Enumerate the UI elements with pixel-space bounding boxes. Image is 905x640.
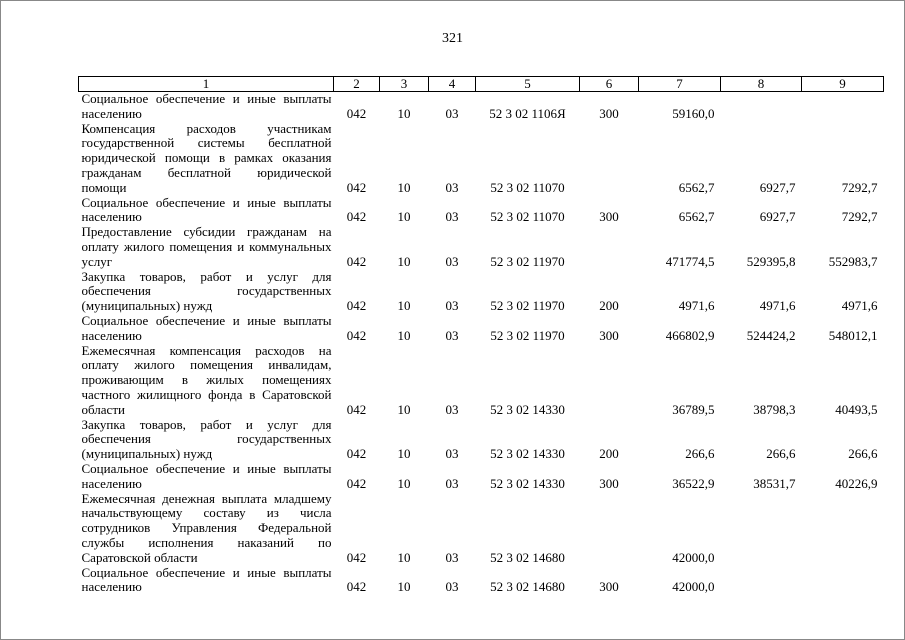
cell-col-4: 03 [445,105,459,121]
cell-col-9 [802,492,884,566]
cell-col-2: 042 [346,579,367,595]
cell-col-7: 266,6 [685,446,715,462]
cell-col-7: 6562,7 [678,209,715,225]
cell-col-9: 7292,7 [841,209,878,225]
header-cell: 9 [802,77,884,92]
cell-col-6: 200 [599,446,619,462]
cell-col-2: 042 [346,475,367,491]
header-row [79,77,884,92]
page-number: 321 [442,31,463,46]
table-row [79,462,884,492]
table-row [79,344,884,418]
cell-col-7: 36789,5 [672,401,715,417]
cell-col-3: 10 [397,327,411,343]
header-cell: 3 [380,77,429,92]
cell-col-6 [580,344,639,418]
cell-col-5: 52 3 02 11970 [490,253,565,269]
cell-col-2: 042 [346,327,367,343]
cell-col-7: 6562,7 [678,179,715,195]
cell-col-6: 300 [599,327,619,343]
cell-col-5: 52 3 02 14680 [490,579,565,595]
table-row [79,566,884,596]
table-row [79,418,884,462]
cell-col-2: 042 [346,298,367,314]
header-cell: 4 [429,77,476,92]
cell-col-5: 52 3 02 14680 [490,549,565,565]
budget-table [78,76,884,595]
cell-col-2: 042 [346,549,367,565]
cell-col-3: 10 [397,579,411,595]
row-description: Закупка товаров, работ и услуг для обеспечения государственных (муниципальных) нужд [81,268,332,314]
cell-col-8: 38531,7 [753,475,796,491]
cell-col-4: 03 [445,475,459,491]
cell-col-5: 52 3 02 11070 [490,179,565,195]
cell-col-8: 529395,8 [746,253,796,269]
row-description: Социальное обеспечение и иные выплаты населению [81,91,332,121]
row-description: Ежемесячная денежная выплата младшему начальствующему составу из числа сотрудников Управления Федеральной службы исполнения наказаний по Саратовской области [81,490,332,565]
cell-col-4: 03 [445,579,459,595]
cell-col-9 [802,566,884,596]
cell-col-6: 300 [599,579,619,595]
cell-col-3: 10 [397,446,411,462]
cell-col-6 [580,225,639,269]
row-description: Социальное обеспечение и иные выплаты населению [81,564,332,595]
table-row [79,122,884,196]
cell-col-9: 7292,7 [841,179,878,195]
cell-col-9: 266,6 [848,446,878,462]
cell-col-4: 03 [445,179,459,195]
header-cell: 5 [476,77,580,92]
row-description: Социальное обеспечение и иные выплаты населению [81,460,332,491]
table-row [79,314,884,344]
cell-col-9: 40226,9 [835,475,878,491]
header-cell: 2 [334,77,380,92]
cell-col-6: 200 [599,298,619,314]
cell-col-5: 52 3 02 11070 [490,209,565,225]
cell-col-8: 4971,6 [759,298,796,314]
cell-col-4: 03 [445,327,459,343]
cell-col-8: 38798,3 [753,401,796,417]
row-description: Компенсация расходов участникам государственной системы бесплатной юридической помощи в рамках оказания гражданам бесплатной юридической помощи [81,120,332,195]
cell-col-4: 03 [445,401,459,417]
cell-col-8: 6927,7 [759,209,796,225]
row-description: Закупка товаров, работ и услуг для обеспечения государственных (муниципальных) нужд [81,416,332,462]
cell-col-5: 52 3 02 11970 [490,298,565,314]
cell-col-5: 52 3 02 1106Я [489,105,566,121]
cell-col-3: 10 [397,105,411,121]
cell-col-6: 300 [599,105,619,121]
cell-col-5: 52 3 02 14330 [490,446,565,462]
cell-col-8 [721,492,802,566]
cell-col-2: 042 [346,253,367,269]
cell-col-7: 42000,0 [672,549,715,565]
cell-col-7: 471774,5 [665,253,715,269]
table-row [79,225,884,269]
cell-col-2: 042 [346,209,367,225]
cell-col-4: 03 [445,446,459,462]
cell-col-8: 266,6 [766,446,796,462]
cell-col-7: 466802,9 [665,327,715,343]
cell-col-2: 042 [346,446,367,462]
cell-col-8: 6927,7 [759,179,796,195]
cell-col-5: 52 3 02 14330 [490,475,565,491]
cell-col-9: 40493,5 [835,401,878,417]
cell-col-8: 524424,2 [746,327,796,343]
cell-col-7: 36522,9 [672,475,715,491]
cell-col-5: 52 3 02 14330 [490,401,565,417]
cell-col-3: 10 [397,401,411,417]
cell-col-9: 548012,1 [828,327,878,343]
cell-col-2: 042 [346,105,367,121]
cell-col-6: 300 [599,475,619,491]
cell-col-3: 10 [397,298,411,314]
cell-col-4: 03 [445,209,459,225]
cell-col-8 [721,566,802,596]
header-cell: 6 [580,77,639,92]
cell-col-2: 042 [346,401,367,417]
cell-col-9 [802,92,884,122]
cell-col-7: 42000,0 [672,579,715,595]
table-row [79,492,884,566]
row-description: Предоставление субсидии гражданам на оплату жилого помещения и коммунальных услуг [81,224,332,269]
header-cell: 8 [721,77,802,92]
cell-col-6 [580,492,639,566]
cell-col-6: 300 [599,209,619,225]
table-row [79,92,884,122]
row-description: Социальное обеспечение и иные выплаты населению [81,312,332,343]
cell-col-6 [580,122,639,196]
cell-col-7: 59160,0 [672,105,715,121]
cell-col-9: 4971,6 [841,298,878,314]
cell-col-5: 52 3 02 11970 [490,327,565,343]
cell-col-3: 10 [397,253,411,269]
row-description: Социальное обеспечение и иные выплаты населению [81,194,332,225]
cell-col-7: 4971,6 [678,298,715,314]
table-row [79,270,884,314]
cell-col-3: 10 [397,549,411,565]
header-cell: 1 [79,77,334,92]
cell-col-3: 10 [397,475,411,491]
row-description: Ежемесячная компенсация расходов на оплату жилого помещения инвалидам, проживающим в жилых помещениях частного жилищного фонда в Саратовской области [81,342,332,417]
cell-col-9: 552983,7 [828,253,878,269]
header-cell: 7 [639,77,721,92]
cell-col-4: 03 [445,549,459,565]
cell-col-3: 10 [397,209,411,225]
cell-col-4: 03 [445,298,459,314]
cell-col-2: 042 [346,179,367,195]
cell-col-3: 10 [397,179,411,195]
cell-col-4: 03 [445,253,459,269]
cell-col-8 [721,92,802,122]
table-row [79,196,884,226]
